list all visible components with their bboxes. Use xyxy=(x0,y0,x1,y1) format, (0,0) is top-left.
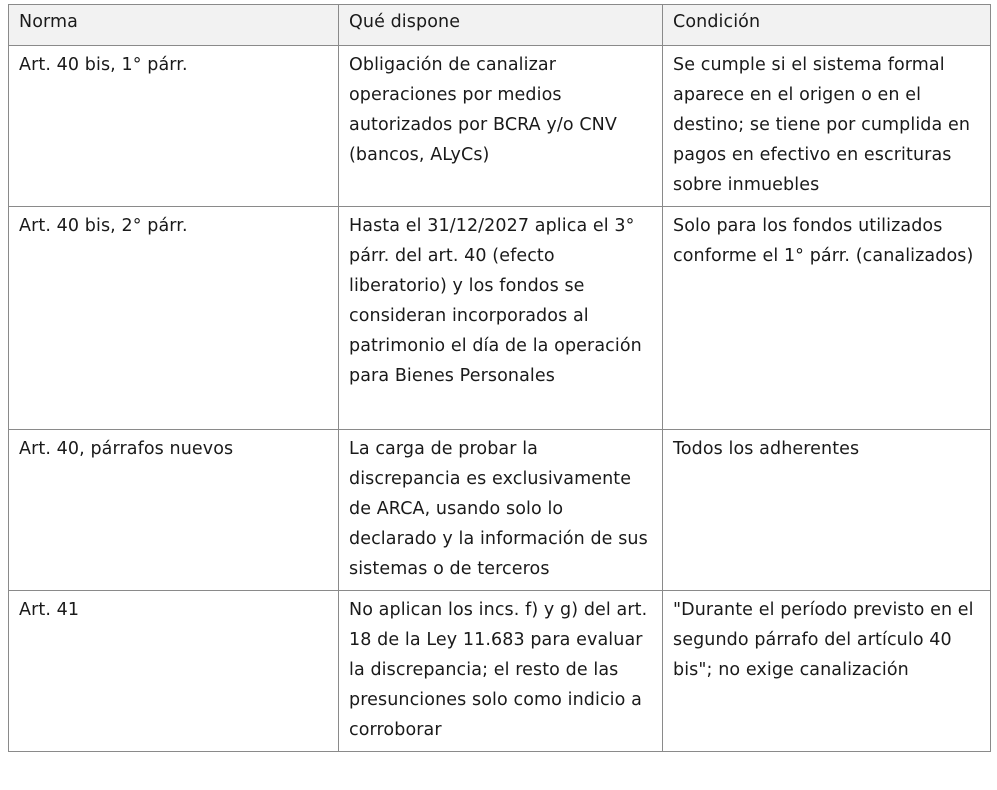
header-condicion: Condición xyxy=(663,5,991,46)
norms-table xyxy=(8,4,991,752)
cell-condicion: Solo para los fondos utilizados conforme el 1° párr. (canalizados) xyxy=(663,207,991,430)
table-header-row xyxy=(9,5,991,46)
cell-dispone: Obligación de canalizar operaciones por medios autorizados por BCRA y/o CNV (bancos, ALyCs) xyxy=(339,46,663,207)
table-row xyxy=(9,46,991,207)
cell-condicion: Se cumple si el sistema formal aparece en el origen o en el destino; se tiene por cumplida en pagos en efectivo en escrituras sobre inmuebles xyxy=(663,46,991,207)
header-norma: Norma xyxy=(9,5,339,46)
cell-dispone: Hasta el 31/12/2027 aplica el 3° párr. del art. 40 (efecto liberatorio) y los fondos se consideran incorporados al patrimonio el día de la operación para Bienes Personales xyxy=(339,207,663,430)
cell-dispone: No aplican los incs. f) y g) del art. 18 de la Ley 11.683 para evaluar la discrepancia; el resto de las presunciones solo como indicio a corroborar xyxy=(339,591,663,752)
cell-dispone: La carga de probar la discrepancia es exclusivamente de ARCA, usando solo lo declarado y la información de sus sistemas o de terceros xyxy=(339,430,663,591)
header-que-dispone: Qué dispone xyxy=(339,5,663,46)
cell-condicion: Todos los adherentes xyxy=(663,430,991,591)
cell-norma: Art. 41 xyxy=(9,591,339,752)
table-row xyxy=(9,591,991,752)
cell-norma: Art. 40 bis, 2° párr. xyxy=(9,207,339,430)
table-row xyxy=(9,430,991,591)
cell-norma: Art. 40 bis, 1° párr. xyxy=(9,46,339,207)
cell-norma: Art. 40, párrafos nuevos xyxy=(9,430,339,591)
norms-table-container xyxy=(8,4,990,752)
cell-condicion: "Durante el período previsto en el segundo párrafo del artículo 40 bis"; no exige canalización xyxy=(663,591,991,752)
table-row xyxy=(9,207,991,430)
